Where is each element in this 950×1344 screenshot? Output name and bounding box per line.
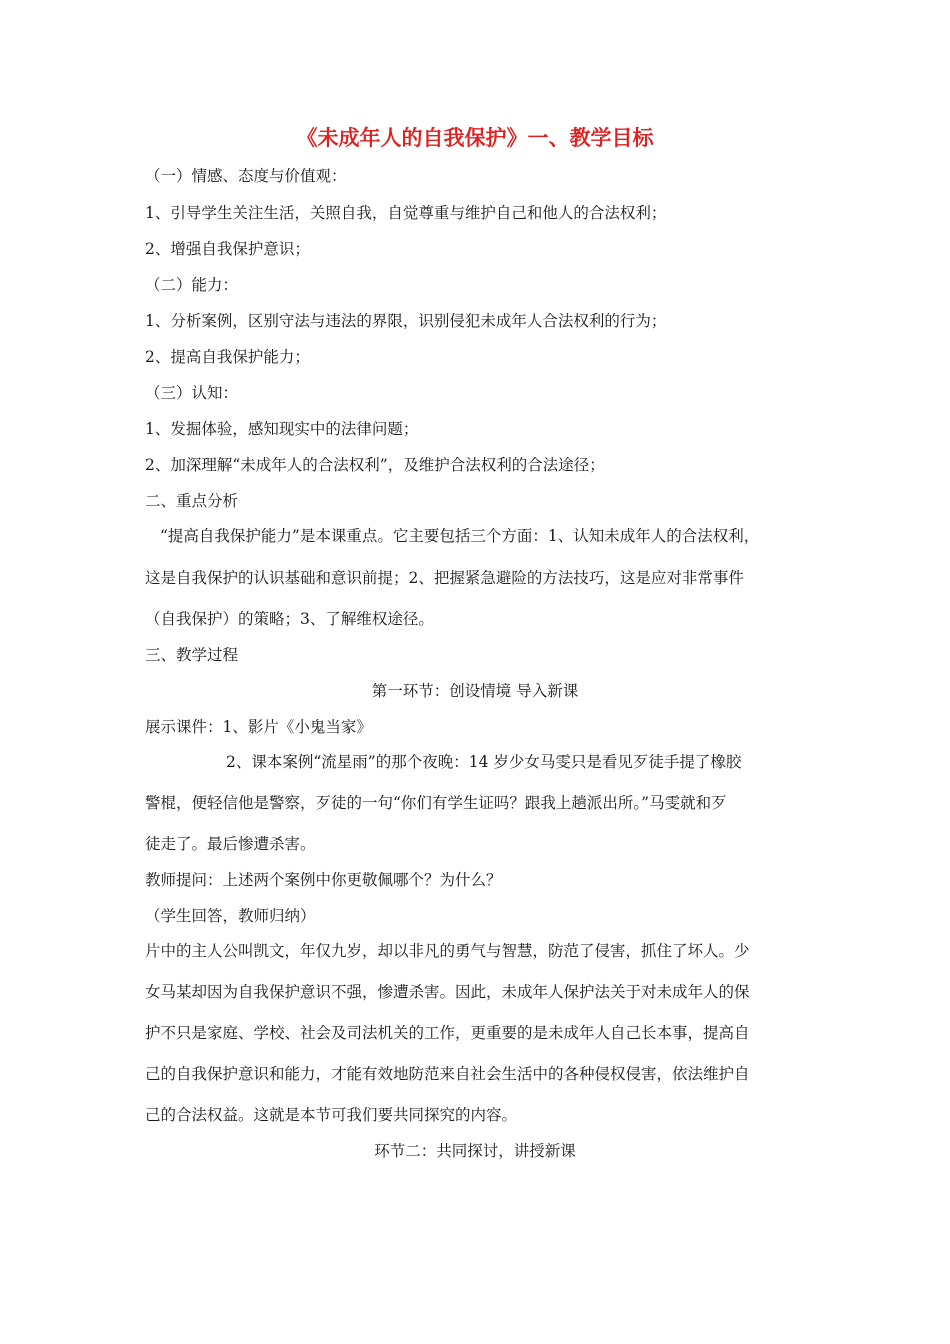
summary-line: 己的自我保护意识和能力，才能有效地防范来自社会生活中的各种侵权侵害，依法维护自 [145, 1065, 750, 1083]
summary-line: 女马某却因为自我保护意识不强，惨遭杀害。因此，未成年人保护法关于对未成年人的保 [145, 983, 750, 1001]
answer-note: （学生回答，教师归纳） [145, 907, 316, 925]
focus-paragraph-line: “提高自我保护能力”是本课重点。它主要包括三个方面：1、认知未成年人的合法权利， [160, 527, 760, 545]
courseware-item: 展示课件：1、影片《小鬼当家》 [145, 718, 372, 736]
objective-heading-cognition: （三）认知： [145, 384, 239, 402]
courseware-item: 2、课本案例“流星雨”的那个夜晚：14 岁少女马雯只是看见歹徒手提了橡胶 [226, 753, 742, 771]
focus-paragraph-line: （自我保护）的策略；3、了解维权途径。 [145, 610, 434, 628]
case-text-line: 警棍，便轻信他是警察，歹徒的一句“你们有学生证吗？跟我上趟派出所。”马雯就和歹 [145, 794, 727, 812]
summary-line: 片中的主人公叫凯文，年仅九岁，却以非凡的勇气与智慧，防范了侵害，抓住了坏人。少 [145, 942, 750, 960]
objective-heading-emotion: （一）情感、态度与价值观： [145, 167, 347, 185]
teacher-question: 教师提问：上述两个案例中你更敬佩哪个？为什么？ [145, 871, 502, 889]
objective-item: 1、分析案例，区别守法与违法的界限，识别侵犯未成年人合法权利的行为； [145, 312, 667, 330]
focus-paragraph-line: 这是自我保护的认识基础和意识前提；2、把握紧急避险的方法技巧，这是应对非常事件 [145, 569, 744, 587]
summary-line: 护不只是家庭、学校、社会及司法机关的工作，更重要的是未成年人自己长本事，提高自 [145, 1024, 750, 1042]
section-heading-process: 三、教学过程 [145, 646, 239, 664]
objective-item: 1、引导学生关注生活，关照自我，自觉尊重与维护自己和他人的合法权利； [145, 204, 667, 222]
case-text-line: 徒走了。最后惨遭杀害。 [145, 835, 316, 853]
document-title: 《未成年人的自我保护》一、教学目标 [296, 126, 654, 150]
objective-heading-ability: （二）能力： [145, 276, 239, 294]
objective-item: 2、增强自我保护意识； [145, 240, 310, 258]
objective-item: 1、发掘体验，感知现实中的法律问题； [145, 420, 419, 438]
objective-item: 2、加深理解“未成年人的合法权利”，及维护合法权利的合法途径； [145, 456, 605, 474]
objective-item: 2、提高自我保护能力； [145, 348, 310, 366]
step-one-heading: 第一环节：创设情境 导入新课 [371, 682, 579, 700]
step-two-heading: 环节二：共同探讨，讲授新课 [374, 1142, 576, 1160]
summary-line: 己的合法权益。这就是本节可我们要共同探究的内容。 [145, 1106, 518, 1124]
section-heading-focus: 二、重点分析 [145, 492, 239, 510]
